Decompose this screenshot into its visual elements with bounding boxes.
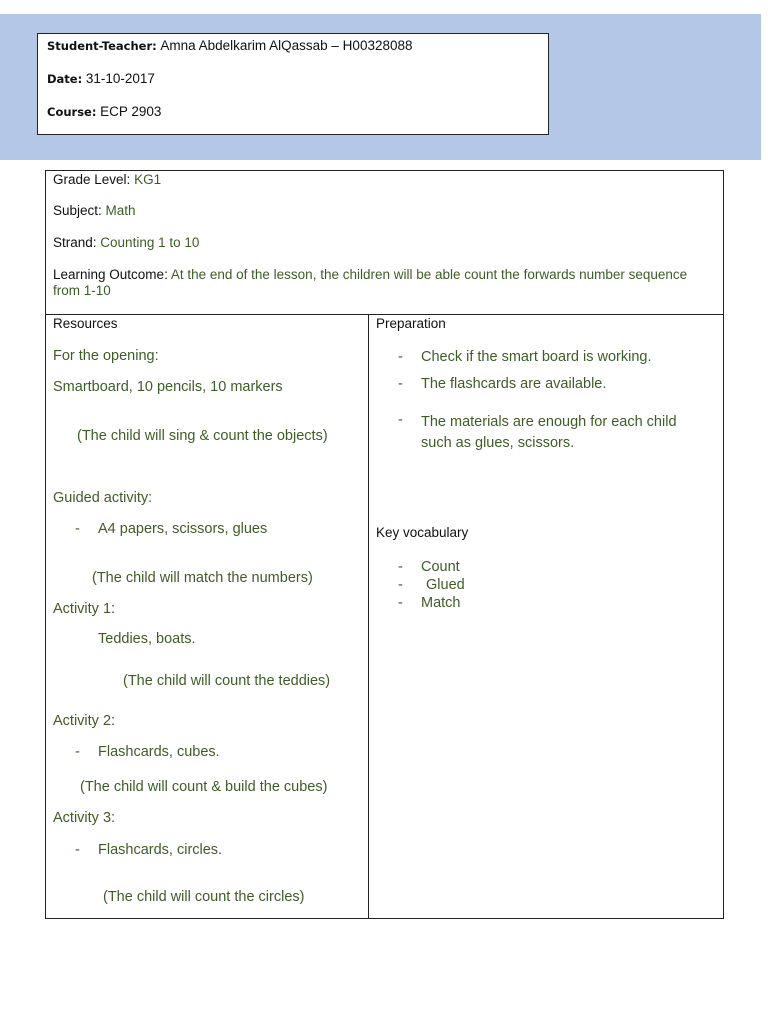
grade-level-field <box>53 172 161 188</box>
grade-level-value: KG1 <box>134 172 162 187</box>
subject-value: Math <box>105 203 136 218</box>
date-label: Date: <box>47 72 83 86</box>
activity2-note: (The child will count & build the cubes) <box>80 779 328 795</box>
prep-item-3: The materials are enough for each child such as glues, scissors. <box>421 414 677 451</box>
vocab-item-glued: Glued <box>426 577 465 593</box>
guided-note: (The child will match the numbers) <box>92 570 313 586</box>
activity2-heading: Activity 2: <box>53 713 116 729</box>
student-teacher-value: Amna Abdelkarim AlQassab – H00328088 <box>160 38 413 53</box>
prep-item-2-bullet: - <box>398 376 403 392</box>
subject-label: Subject: <box>53 203 102 218</box>
activity1-note: (The child will count the teddies) <box>123 673 331 689</box>
key-vocabulary-heading: Key vocabulary <box>376 525 469 540</box>
resources-heading: Resources <box>53 316 118 331</box>
date-line <box>47 71 155 86</box>
strand-value: Counting 1 to 10 <box>100 235 200 250</box>
prep-item-2: The flashcards are available. <box>421 376 607 392</box>
activity1-heading: Activity 1: <box>53 601 116 617</box>
course-label: Course: <box>47 105 97 119</box>
activity2-item-bullet: - <box>75 744 80 760</box>
activity3-heading: Activity 3: <box>53 810 116 826</box>
vocab-item-match: Match <box>421 595 461 611</box>
lesson-plan-table <box>45 170 724 919</box>
prep-item-1-bullet: - <box>398 349 403 365</box>
guided-activity-heading: Guided activity: <box>53 490 153 506</box>
vocab-item-count: Count <box>421 559 460 575</box>
vocab-2-bullet: - <box>398 577 403 593</box>
lesson-info-section <box>46 171 723 315</box>
learning-outcome-label: Learning Outcome: <box>53 267 168 282</box>
activity3-note: (The child will count the circles) <box>103 889 305 905</box>
activity3-item-bullet: - <box>75 842 80 858</box>
date-value: 31-10-2017 <box>85 71 155 86</box>
grade-level-label: Grade Level: <box>53 172 131 187</box>
header-box <box>37 33 549 135</box>
guided-item: A4 papers, scissors, glues <box>98 521 268 537</box>
learning-outcome-value: At the end of the lesson, the children will be able count the forwards number sequence from 1-10 <box>53 267 688 298</box>
strand-field <box>53 235 199 251</box>
resources-column <box>46 316 368 918</box>
subject-field <box>53 203 136 219</box>
guided-item-bullet: - <box>75 521 80 537</box>
student-teacher-label: Student-Teacher: <box>47 39 157 53</box>
vocab-3-bullet: - <box>398 595 403 611</box>
student-teacher-line <box>47 38 413 53</box>
learning-outcome-field <box>53 267 717 299</box>
activity2-item: Flashcards, cubes. <box>98 744 220 760</box>
opening-heading: For the opening: <box>53 348 159 364</box>
course-value: ECP 2903 <box>100 104 162 119</box>
preparation-heading: Preparation <box>376 316 446 331</box>
opening-note: (The child will sing & count the objects) <box>77 428 328 444</box>
course-line <box>47 104 161 119</box>
activity1-item: Teddies, boats. <box>98 631 196 647</box>
strand-label: Strand: <box>53 235 97 250</box>
opening-items: Smartboard, 10 pencils, 10 markers <box>53 379 283 395</box>
vocab-1-bullet: - <box>398 559 403 575</box>
activity3-item: Flashcards, circles. <box>98 842 223 858</box>
prep-item-3-bullet: - <box>398 412 403 428</box>
preparation-column <box>369 316 723 918</box>
prep-item-1: Check if the smart board is working. <box>421 349 652 365</box>
